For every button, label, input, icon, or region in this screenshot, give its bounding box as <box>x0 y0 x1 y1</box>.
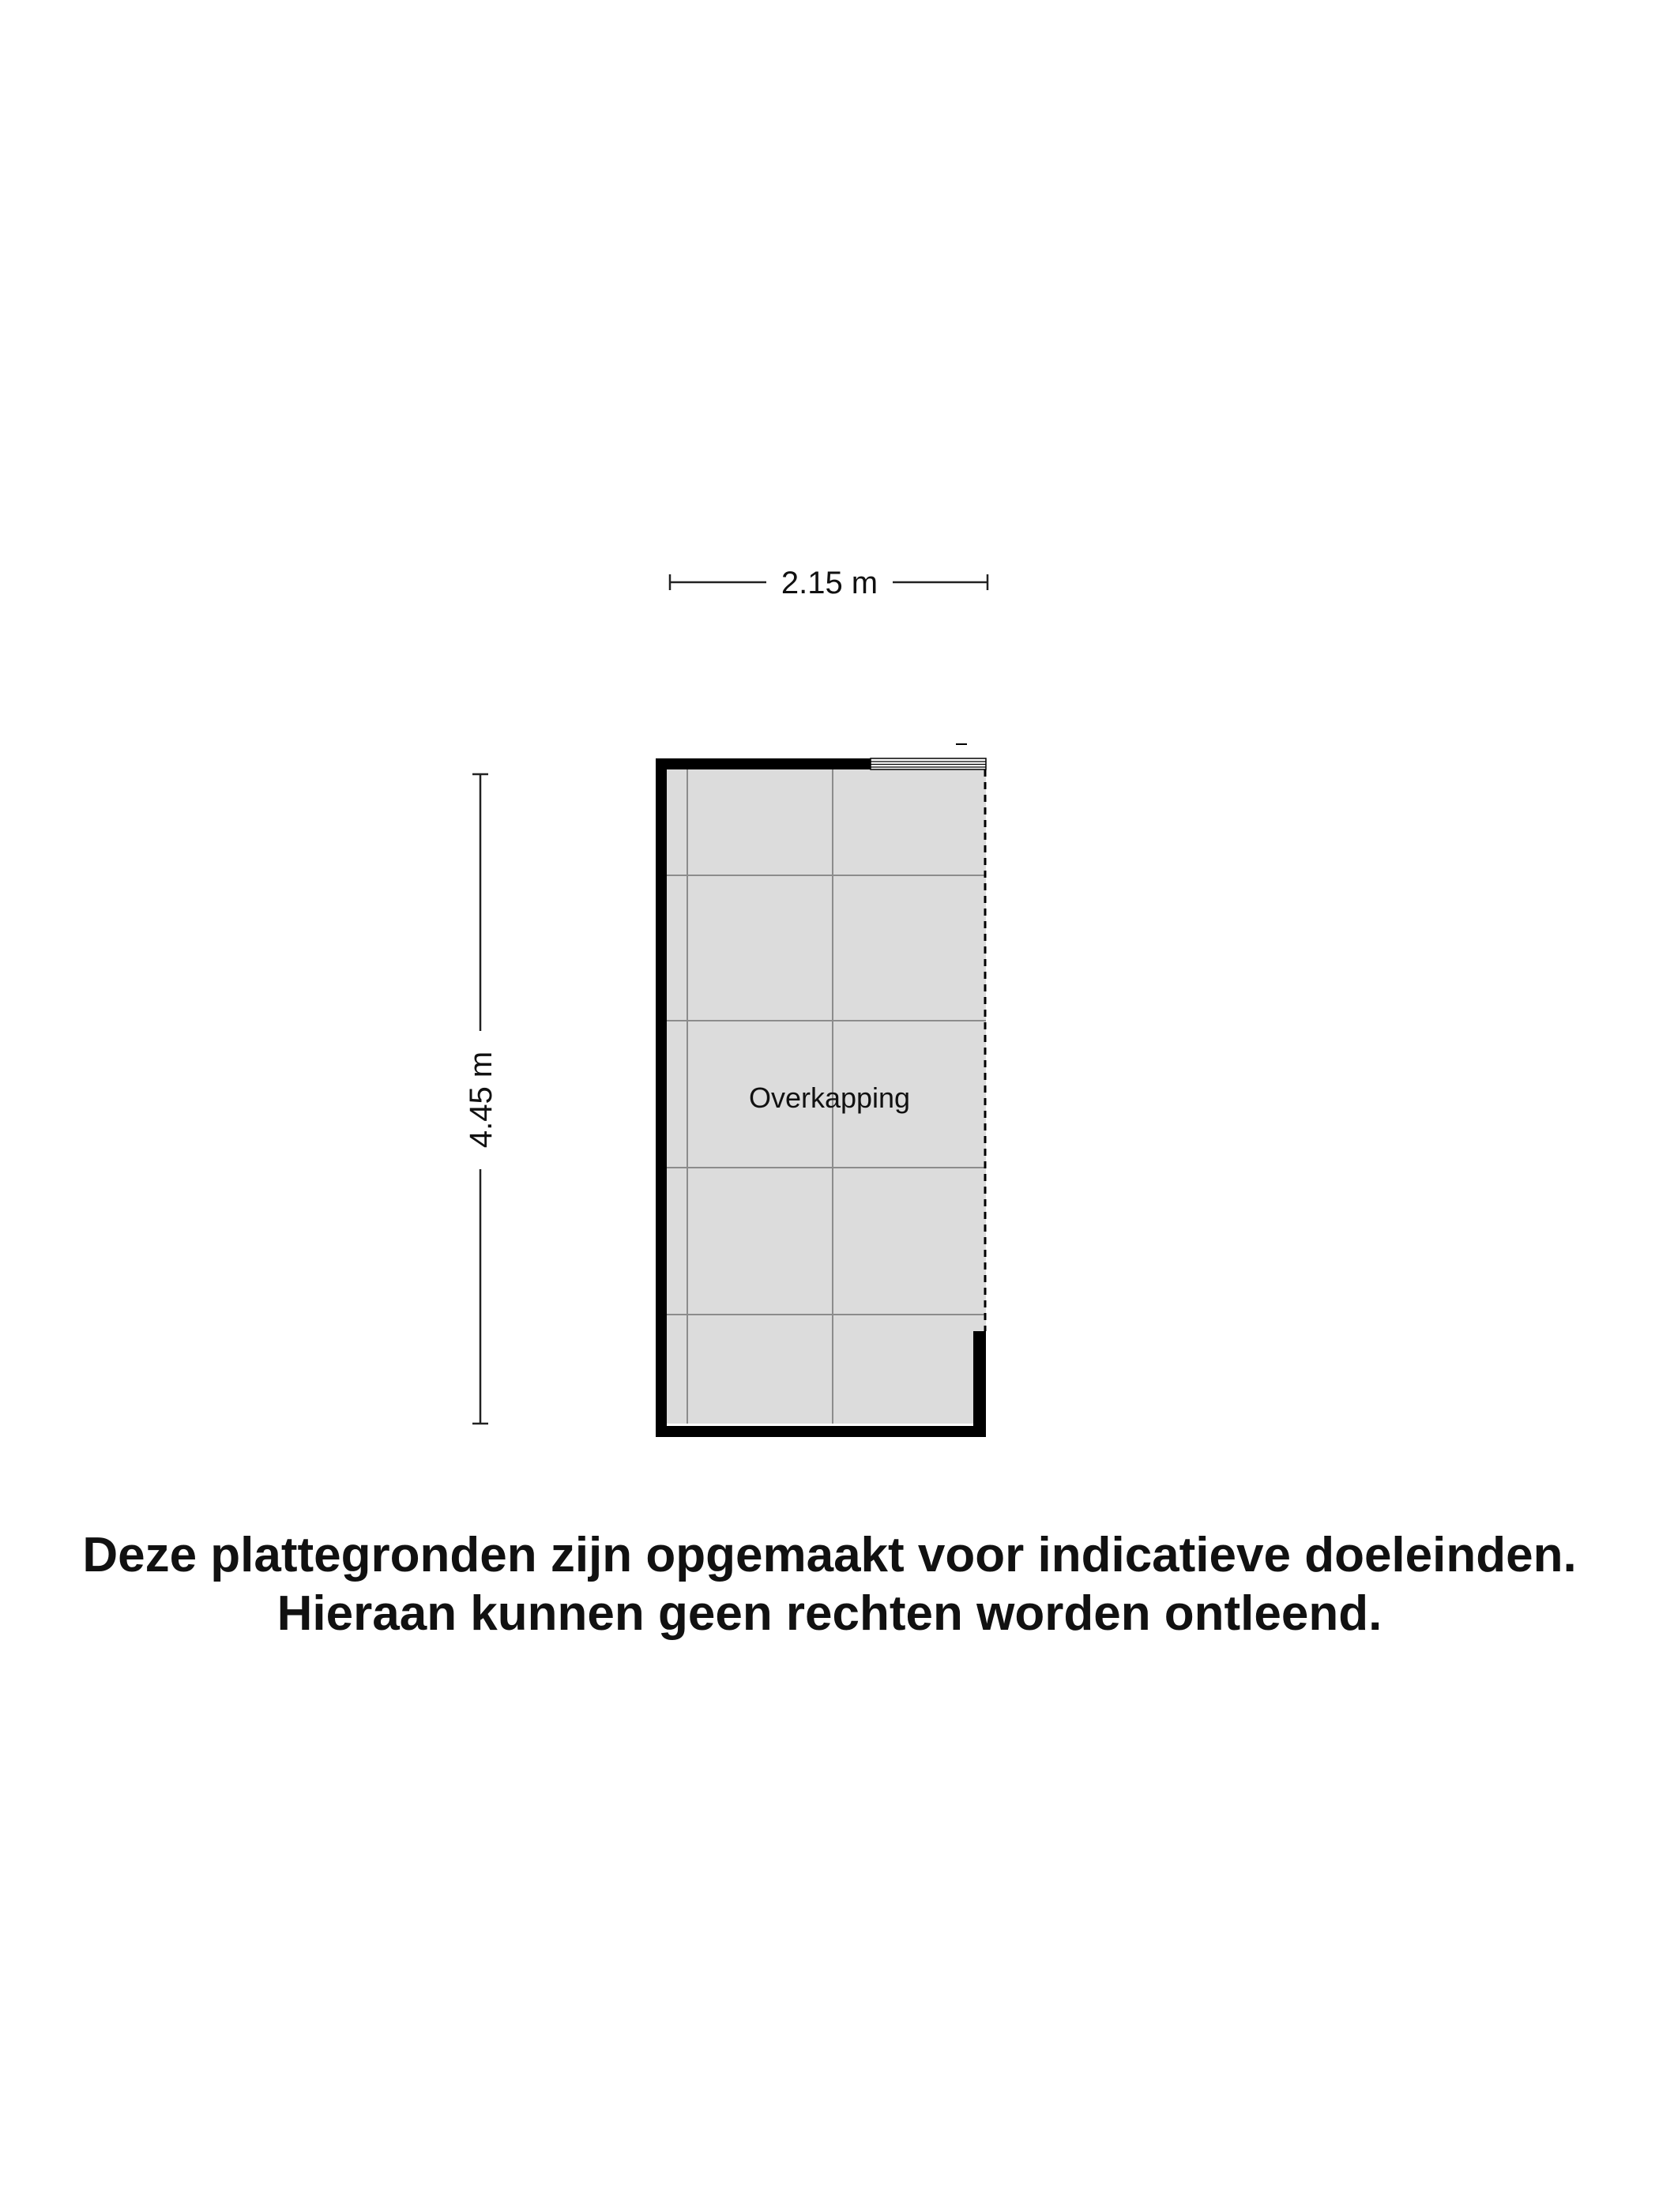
window-top <box>871 744 986 769</box>
wall-right-stub <box>973 1331 986 1437</box>
wall-left <box>656 758 667 1437</box>
width-dimension <box>670 566 988 600</box>
depth-dimension <box>464 774 498 1424</box>
wall-bottom <box>656 1426 986 1437</box>
wall-top <box>656 758 871 769</box>
depth-dimension-label: 4.45 m <box>464 1051 498 1149</box>
room-label: Overkapping <box>748 1082 911 1114</box>
width-dimension-label: 2.15 m <box>781 566 878 600</box>
disclaimer-line-2: Hieraan kunnen geen rechten worden ontleend. <box>276 1586 1382 1641</box>
disclaimer-line-1: Deze plattegronden zijn opgemaakt voor indicatieve doeleinden. <box>82 1528 1577 1582</box>
